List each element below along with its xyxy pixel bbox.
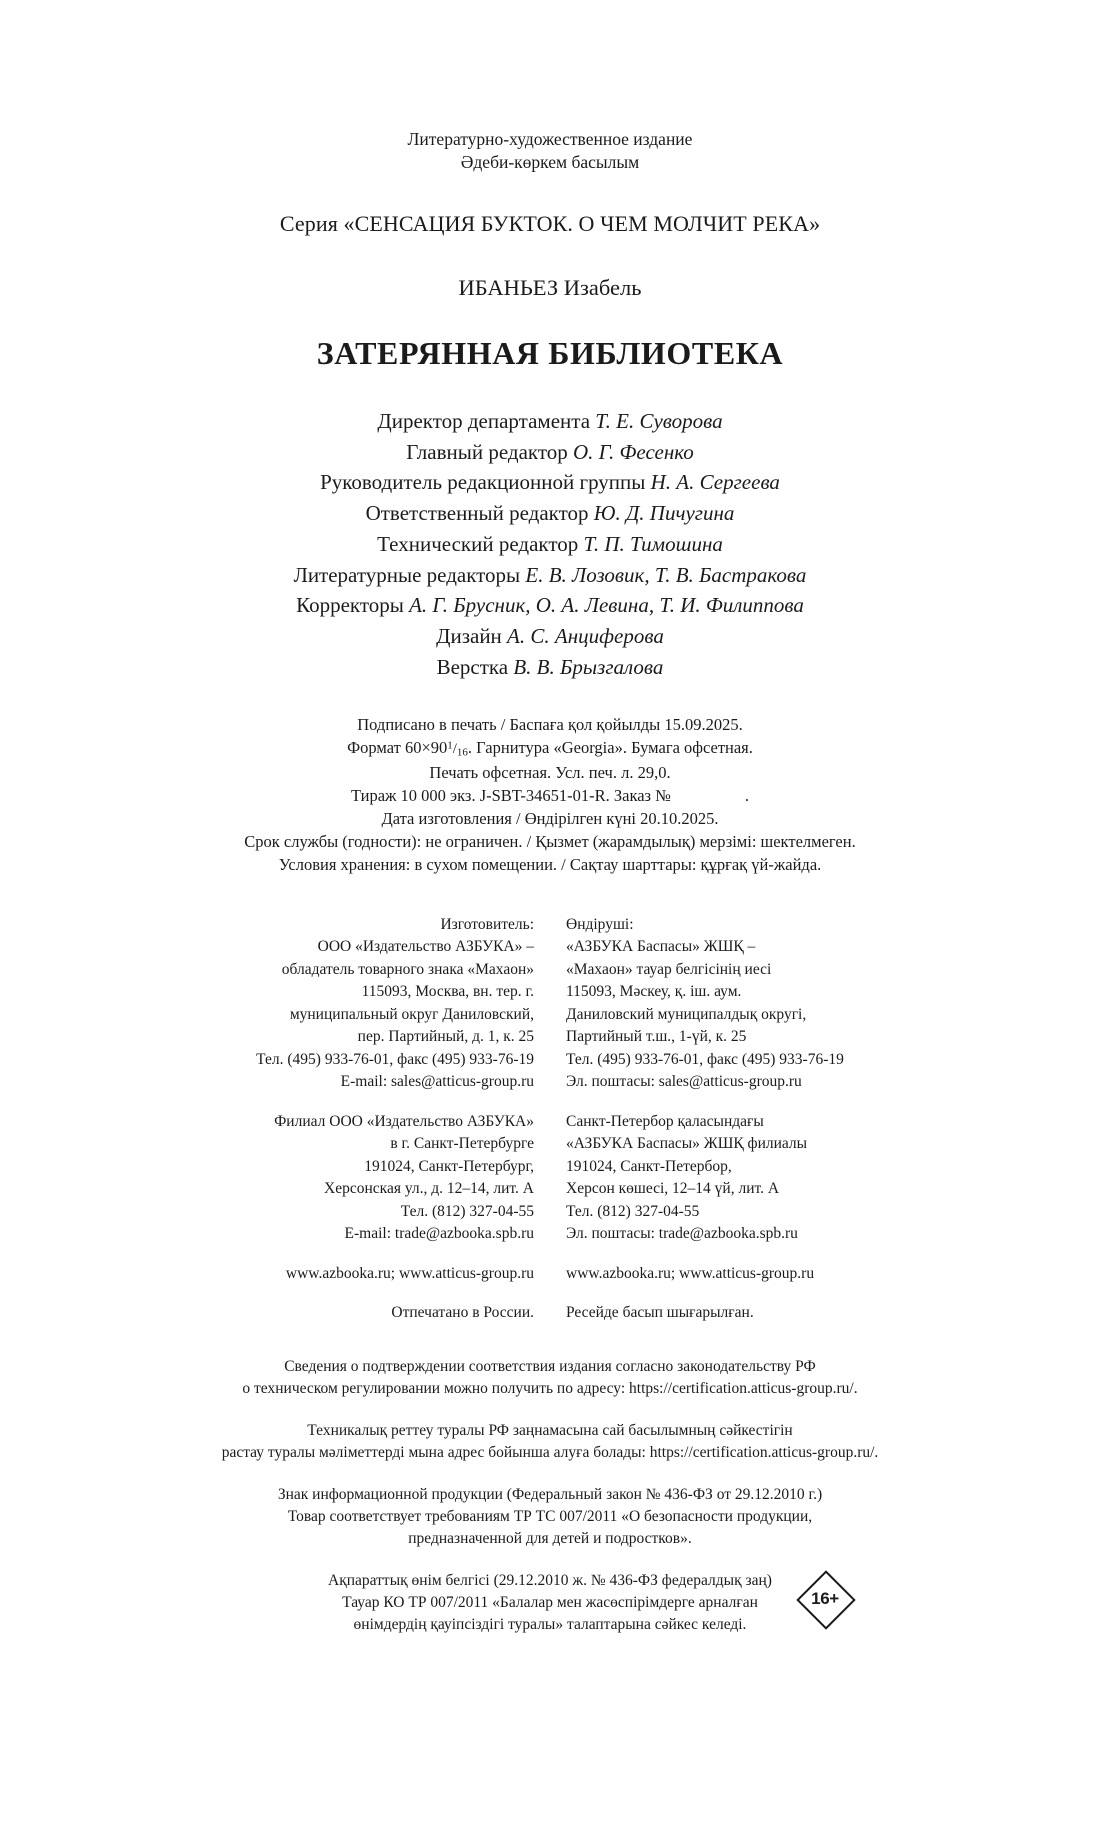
credit-name: Т. П. Тимошина bbox=[583, 531, 723, 556]
imprint-line-kz: Әдеби-көркем басылым bbox=[460, 152, 640, 173]
credit-name: Ю. Д. Пичугина bbox=[593, 501, 735, 526]
format-line bbox=[70, 736, 1030, 761]
conformity-kz-line1: Техникалық реттеу туралы РФ заңнамасына сай басылымның сәйкестігін bbox=[307, 1422, 793, 1440]
credit-name: Е. В. Лозовик, Т. В. Бастракова bbox=[525, 562, 807, 587]
credit-role: Главный редактор bbox=[406, 439, 568, 464]
publisher-spb-ru bbox=[234, 1111, 534, 1246]
credit-row bbox=[70, 529, 1030, 560]
publisher-line: Херсон көшесі, 12–14 үй, лит. А bbox=[566, 1180, 780, 1198]
manufacturer-heading-kz: Өндіруші: bbox=[566, 915, 634, 933]
credit-row bbox=[70, 652, 1030, 683]
publisher-line: «Махаон» тауар белгісінің иесі bbox=[566, 960, 772, 978]
publisher-column-ru bbox=[234, 914, 550, 1325]
info-mark-kz-line1: Ақпараттық өнім белгісі (29.12.2010 ж. № 436-ФЗ федералдық заң) bbox=[328, 1572, 772, 1590]
info-mark-ru bbox=[70, 1484, 1030, 1550]
publisher-line: пер. Партийный, д. 1, к. 25 bbox=[357, 1028, 534, 1046]
signed-to-print: Подписано в печать / Баспаға қол қойылды 15.09.2025. bbox=[357, 714, 743, 734]
publisher-line: ООО «Издательство АЗБУКА» – bbox=[317, 938, 534, 956]
certification-notices bbox=[70, 1356, 1030, 1636]
credit-name: В. В. Брызгалова bbox=[513, 654, 664, 679]
fraction-slash: / bbox=[452, 740, 457, 757]
conformity-notice-kz bbox=[70, 1420, 1030, 1464]
publisher-email[interactable]: E-mail: trade@azbooka.spb.ru bbox=[344, 1225, 534, 1243]
format-fraction bbox=[447, 736, 468, 761]
imprint-header bbox=[70, 128, 1030, 175]
format-suffix: . Гарнитура «Georgia». Бумага офсетная. bbox=[467, 737, 753, 757]
colophon-page bbox=[0, 128, 1100, 1836]
publisher-line: в г. Санкт-Петербурге bbox=[390, 1135, 534, 1153]
publisher-phone: Тел. (495) 933-76-01, факс (495) 933-76-19 bbox=[256, 1050, 534, 1068]
fraction-denominator: 16 bbox=[456, 746, 468, 759]
credit-name: А. Г. Брусник, О. А. Левина, Т. И. Филиппова bbox=[409, 593, 804, 618]
fraction-numerator: 1 bbox=[447, 739, 453, 752]
credit-name: О. Г. Фесенко bbox=[572, 439, 694, 464]
publisher-column-kz bbox=[550, 914, 866, 1325]
publisher-websites-kz[interactable]: www.azbooka.ru; www.atticus-group.ru bbox=[566, 1264, 815, 1282]
print-run-suffix: . bbox=[744, 785, 750, 805]
credit-role: Дизайн bbox=[436, 624, 502, 649]
credit-role: Верстка bbox=[436, 654, 509, 679]
credit-role: Корректоры bbox=[296, 593, 404, 618]
credits-list bbox=[70, 406, 1030, 683]
printed-in-ru: Отпечатано в России. bbox=[391, 1304, 534, 1322]
credit-row bbox=[70, 467, 1030, 498]
publisher-email[interactable]: Эл. поштасы: trade@azbooka.spb.ru bbox=[566, 1225, 798, 1243]
print-run: Тираж 10 000 экз. J-SBT-34651-01-R. Заказ № bbox=[350, 785, 671, 805]
publisher-line: Херсонская ул., д. 12–14, лит. А bbox=[324, 1180, 534, 1198]
publisher-line: Филиал ООО «Издательство АЗБУКА» bbox=[274, 1112, 534, 1130]
conformity-kz-line2[interactable]: растау туралы мәліметтерді мына адрес бойынша алуға болады: https://certification.atticus-group.ru/. bbox=[221, 1444, 879, 1462]
publisher-moscow-kz bbox=[566, 914, 866, 1094]
publisher-line: муниципальный округ Даниловский, bbox=[289, 1005, 534, 1023]
credit-role: Ответственный редактор bbox=[365, 501, 589, 526]
printed-in-kz: Ресейде басып шығарылған. bbox=[566, 1304, 754, 1322]
info-mark-kz-line2: Тауар КО ТР 007/2011 «Балалар мен жасөспірімдерге арналған bbox=[342, 1594, 758, 1612]
credit-role: Директор департамента bbox=[377, 408, 591, 433]
publisher-line: 191024, Санкт-Петербор, bbox=[566, 1157, 732, 1175]
credit-role: Литературные редакторы bbox=[293, 562, 521, 587]
manufacturer-heading-ru: Изготовитель: bbox=[440, 915, 534, 933]
age-mark-section bbox=[70, 1484, 1030, 1636]
service-life: Срок службы (годности): не ограничен. / Қызмет (жарамдылық) мерзімі: шектелмеген. bbox=[244, 831, 856, 851]
age-rating-label: 16+ bbox=[811, 1589, 839, 1609]
format-prefix: Формат 60×90 bbox=[347, 737, 448, 757]
publisher-phone: Тел. (812) 327-04-55 bbox=[566, 1202, 700, 1220]
publisher-line: обладатель товарного знака «Махаон» bbox=[281, 960, 534, 978]
credit-row bbox=[70, 437, 1030, 468]
author-name: ИБАНЬЕЗ Изабель bbox=[458, 274, 642, 300]
storage-conditions: Условия хранения: в сухом помещении. / Сақтау шарттары: құрғақ үй-жайда. bbox=[278, 854, 822, 874]
publisher-email[interactable]: E-mail: sales@atticus-group.ru bbox=[340, 1073, 534, 1091]
publisher-line: «АЗБУКА Баспасы» ЖШҚ – bbox=[566, 938, 756, 956]
print-run-line bbox=[70, 784, 1030, 807]
publisher-spb-kz bbox=[566, 1111, 866, 1246]
publisher-phone: Тел. (812) 327-04-55 bbox=[400, 1202, 534, 1220]
print-details bbox=[70, 713, 1030, 876]
publisher-line: Санкт-Петербор қаласындағы bbox=[566, 1112, 764, 1130]
credit-row bbox=[70, 621, 1030, 652]
credit-role: Технический редактор bbox=[377, 531, 579, 556]
credit-name: Н. А. Сергеева bbox=[650, 470, 780, 495]
credit-name: А. С. Анциферова bbox=[507, 624, 664, 649]
credit-row bbox=[70, 560, 1030, 591]
publisher-line: «АЗБУКА Баспасы» ЖШҚ филиалы bbox=[566, 1135, 808, 1153]
publisher-phone: Тел. (495) 933-76-01, факс (495) 933-76-19 bbox=[566, 1050, 844, 1068]
publisher-line: 191024, Санкт-Петербург, bbox=[364, 1157, 534, 1175]
info-mark-ru-line2: Товар соответствует требованиям ТР ТС 007/2011 «О безопасности продукции, bbox=[287, 1508, 813, 1526]
info-mark-kz-line3: өнімдердің қауіпсіздігі туралы» талаптарына сәйкес келеді. bbox=[353, 1616, 747, 1634]
age-rating-badge bbox=[798, 1572, 852, 1626]
printing-method: Печать офсетная. Усл. печ. л. 29,0. bbox=[429, 762, 671, 782]
publisher-websites-ru[interactable]: www.azbooka.ru; www.atticus-group.ru bbox=[285, 1264, 534, 1282]
credit-row bbox=[70, 590, 1030, 621]
credit-row bbox=[70, 498, 1030, 529]
info-mark-kz bbox=[70, 1570, 1030, 1636]
credit-role: Руководитель редакционной группы bbox=[320, 470, 646, 495]
publisher-email[interactable]: Эл. поштасы: sales@atticus-group.ru bbox=[566, 1073, 802, 1091]
conformity-notice-ru bbox=[70, 1356, 1030, 1400]
publisher-moscow-ru bbox=[234, 914, 534, 1094]
info-mark-ru-line3: предназначенной для детей и подростков». bbox=[408, 1530, 692, 1548]
credit-name: Т. Е. Суворова bbox=[595, 408, 723, 433]
manufacture-date: Дата изготовления / Өндірілген күні 20.10.2025. bbox=[381, 808, 719, 828]
series-name: Серия «СЕНСАЦИЯ БУКТОК. О ЧЕМ МОЛЧИТ РЕКА» bbox=[279, 210, 821, 236]
publisher-info bbox=[70, 914, 1030, 1325]
imprint-line-ru: Литературно-художественное издание bbox=[407, 129, 693, 149]
publisher-line: Даниловский муниципалдық округі, bbox=[566, 1005, 807, 1023]
conformity-ru-line1: Сведения о подтверждении соответствия издания согласно законодательству РФ bbox=[284, 1358, 816, 1376]
publisher-line: 115093, Мәскеу, қ. іш. аум. bbox=[566, 983, 742, 1001]
publisher-line: Партийный т.ш., 1-үй, к. 25 bbox=[566, 1028, 747, 1046]
conformity-ru-line2[interactable]: о техническом регулировании можно получить по адресу: https://certification.atticus-group.ru/. bbox=[242, 1380, 858, 1398]
page-title: ЗАТЕРЯННАЯ БИБЛИОТЕКА bbox=[316, 334, 784, 371]
info-mark-ru-line1: Знак информационной продукции (Федеральный закон № 436-ФЗ от 29.12.2010 г.) bbox=[277, 1486, 823, 1504]
publisher-line: 115093, Москва, вн. тер. г. bbox=[361, 983, 534, 1001]
credit-row bbox=[70, 406, 1030, 437]
